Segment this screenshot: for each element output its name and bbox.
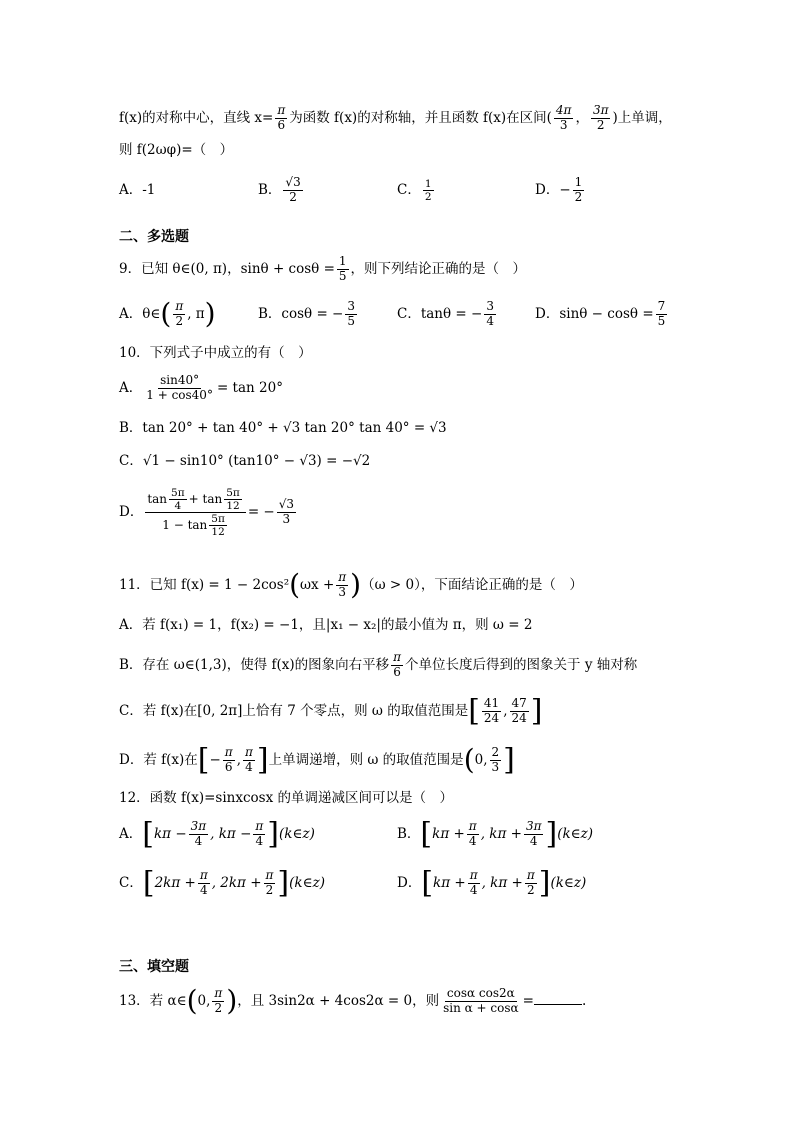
numerator: 4π: [555, 103, 572, 117]
text: (k∈z): [557, 825, 594, 842]
numerator: 3π: [592, 103, 609, 117]
fraction: [345, 300, 357, 329]
right-bracket: ]: [267, 816, 280, 852]
numerator: π: [244, 745, 253, 759]
numerator: π: [338, 570, 347, 584]
text: )上单调，: [612, 109, 672, 126]
left-paren: (: [186, 984, 198, 1018]
q10-stem: 10．下列式子中成立的有（ ）: [119, 345, 312, 361]
q8-stem-line2: 则 f(2ωφ)=（ ）: [119, 142, 234, 158]
text: = −: [247, 504, 275, 521]
q8-option-b: [258, 176, 305, 205]
fraction: [223, 746, 235, 775]
numerator: π: [224, 745, 233, 759]
text: ωx +: [300, 576, 335, 593]
expression: √1 − sin10° (tan10° − √3) = −√2: [142, 453, 371, 469]
numerator: π: [199, 868, 208, 882]
text: ，则下列结论正确的是（ ）: [350, 260, 527, 277]
text: .: [581, 992, 587, 1009]
q8-option-a: A．-1: [119, 182, 156, 198]
q8-stem-line1: [119, 104, 672, 133]
fraction: [173, 300, 185, 329]
numerator: 1: [424, 178, 432, 190]
label: D．: [397, 874, 422, 891]
denominator: 4: [529, 833, 538, 848]
denominator: 3: [282, 512, 291, 527]
q10-option-d: [119, 487, 298, 538]
right-paren: ): [350, 568, 362, 602]
denominator: 4: [194, 833, 203, 848]
text: = tan 20°: [216, 379, 283, 396]
numerator: 3π: [525, 819, 542, 833]
numerator: π: [175, 299, 184, 313]
q13-stem: [119, 984, 587, 1018]
text: D．若 f(x)在: [119, 751, 198, 768]
left-paren: (: [289, 568, 301, 602]
q12-option-a: [119, 816, 315, 852]
denominator: 2: [289, 189, 297, 204]
denominator: 6: [224, 759, 233, 774]
q12-option-b: [397, 816, 594, 852]
text: , kπ +: [481, 874, 523, 891]
right-paren: ): [226, 984, 238, 1018]
fraction: [224, 487, 242, 512]
denominator: 4: [245, 759, 253, 774]
text: 1 − tan: [162, 518, 208, 533]
fraction: [482, 697, 501, 726]
numerator: √3: [278, 497, 295, 512]
q11-option-c: C．若 f(x)在[0, 2π]上恰有 7 个零点，则 ω 的取值范围是[ $\frac{41}{24}$ , $\frac{47}{24}$ ]: [119, 693, 543, 729]
fraction: [490, 746, 502, 775]
denominator: 5: [347, 313, 356, 328]
fraction: [212, 987, 224, 1016]
right-bracket: ]: [538, 865, 551, 901]
denominator: 4: [469, 882, 478, 897]
text: , kπ −: [210, 825, 252, 842]
fraction: [189, 820, 209, 849]
text: , 2kπ +: [211, 874, 262, 891]
label: D．−: [535, 181, 571, 198]
fraction: [144, 374, 215, 403]
numerator: √3: [285, 175, 301, 189]
left-bracket: [: [142, 816, 154, 852]
numerator: π: [468, 819, 477, 833]
numerator: 3π: [190, 819, 207, 833]
numerator: 7: [657, 299, 666, 313]
q11-stem: [119, 568, 583, 602]
text: , kπ +: [480, 825, 522, 842]
left-paren: (: [160, 297, 172, 331]
fraction: [277, 498, 296, 527]
compound-fraction: [145, 487, 245, 538]
text: =: [522, 992, 534, 1009]
text: (k∈z): [550, 874, 587, 891]
q11-option-b: [119, 651, 637, 680]
numerator: 5π: [171, 487, 185, 499]
text: ，: [575, 109, 589, 126]
fraction: [510, 697, 529, 726]
fraction: [468, 869, 480, 898]
text: 个单位长度后得到的图象关于 y 轴对称: [405, 656, 638, 673]
numerator: 5π: [226, 487, 240, 499]
denominator: [160, 513, 231, 538]
fraction: [253, 820, 265, 849]
fraction: [243, 746, 255, 775]
denominator: 4: [174, 500, 182, 513]
q8-option-c: [397, 178, 436, 203]
denominator: 2: [214, 1000, 223, 1015]
denominator: 4: [468, 833, 477, 848]
numerator: π: [469, 868, 478, 882]
denominator: 24: [511, 710, 527, 725]
denominator: 2: [574, 189, 583, 204]
fraction: [554, 104, 574, 133]
numerator: π: [255, 819, 264, 833]
q12-option-d: [397, 865, 587, 901]
text: kπ +: [433, 874, 466, 891]
label: C．: [119, 453, 143, 469]
denominator: 2: [596, 117, 605, 132]
numerator: 1: [338, 254, 347, 268]
fraction: [283, 176, 302, 205]
fraction: [169, 487, 187, 512]
denominator: 12: [226, 500, 240, 513]
numerator: 3: [347, 299, 356, 313]
left-paren: (: [463, 743, 475, 777]
text: 2kπ +: [154, 874, 196, 891]
denominator: 3: [491, 759, 500, 774]
left-bracket: [: [142, 865, 155, 901]
numerator: 5π: [211, 513, 225, 526]
denominator: 24: [483, 710, 500, 725]
text: 为函数 f(x)的对称轴，并且函数 f(x)在区间(: [289, 109, 552, 126]
fraction: [441, 987, 521, 1016]
numerator: 1: [574, 175, 583, 189]
left-bracket: [: [420, 816, 433, 852]
label: B．: [258, 181, 282, 198]
label: D．sinθ − cosθ =: [535, 305, 654, 322]
q11-option-d: D．若 f(x)在[− $\frac{\pi}{6}$ , $\frac{\pi}{4}$ ]上单调递增，则 ω 的取值范围是(0, $\frac{2}{3}$ ]: [119, 742, 515, 778]
numerator: π: [393, 650, 402, 664]
numerator: 2: [491, 745, 500, 759]
text: （ω > 0），下面结论正确的是（ ）: [361, 576, 583, 593]
text: + tan: [188, 492, 223, 507]
right-paren: ): [204, 297, 216, 331]
right-bracket: ]: [256, 742, 269, 778]
q9-option-a: [119, 297, 216, 331]
denominator: sin α + cosα: [443, 1000, 519, 1015]
denominator: 3: [338, 584, 347, 599]
fraction: [524, 820, 544, 849]
q9-option-b: [258, 300, 359, 329]
denominator: 1 + cos40°: [146, 387, 213, 402]
denominator: 2: [175, 313, 184, 328]
q8-option-d: [535, 176, 586, 205]
label: B．: [397, 825, 421, 842]
text: (k∈z): [279, 825, 315, 842]
denominator: 5: [338, 268, 347, 283]
numerator: cosα cos2α: [446, 986, 515, 1000]
numerator: π: [265, 868, 274, 882]
section-title-multiple-choice: 二、多选题: [119, 229, 189, 245]
text: 11．已知 f(x) = 1 − 2cos²: [119, 576, 290, 593]
label: A．: [119, 825, 143, 842]
q12-option-c: [119, 865, 325, 901]
fraction: [275, 104, 287, 133]
right-bracket: ]: [277, 865, 290, 901]
text: f(x)的对称中心，直线 x=: [119, 109, 274, 126]
fraction: [525, 869, 537, 898]
text: kπ −: [153, 825, 187, 842]
fraction: [391, 651, 403, 680]
text: kπ +: [432, 825, 465, 842]
q10-option-b: B．tan 20° + tan 40° + √3 tan 20° tan 40° = √3: [119, 420, 447, 436]
numerator: 3: [486, 299, 494, 313]
numerator: [145, 487, 245, 513]
label: D．: [119, 504, 144, 521]
denominator: 2: [424, 191, 432, 204]
left-bracket: [: [421, 865, 434, 901]
denominator: 4: [255, 833, 264, 848]
text: , π: [187, 305, 205, 322]
fraction: [467, 820, 479, 849]
section-title-fill-in: 三、填空题: [119, 959, 189, 975]
fraction: [209, 513, 227, 538]
denominator: 6: [277, 117, 286, 132]
q9-option-c: [397, 300, 498, 329]
text: 上单调递增，则 ω 的取值范围是: [268, 751, 464, 768]
label: C．tanθ = −: [397, 305, 483, 322]
label: C．: [119, 874, 143, 891]
fraction: [484, 300, 496, 329]
q12-stem: 12．函数 f(x)=sinxcosx 的单调递减区间可以是（ ）: [119, 790, 453, 806]
q11-option-a: A．若 f(x₁) = 1，f(x₂) = −1，且|x₁ − x₂|的最小值为 π，则 ω = 2: [119, 617, 533, 633]
text: 0,: [197, 992, 211, 1009]
denominator: 2: [526, 882, 535, 897]
text: tan: [147, 492, 168, 507]
answer-blank[interactable]: [534, 1004, 582, 1005]
denominator: 2: [265, 882, 274, 897]
right-bracket: ]: [530, 693, 543, 729]
label: A．: [119, 379, 143, 396]
fraction: [198, 869, 210, 898]
label: C．: [397, 182, 421, 199]
text: (k∈z): [289, 874, 325, 891]
label: B．cosθ = −: [258, 305, 344, 322]
denominator: 12: [211, 526, 225, 539]
label: A．θ∈: [119, 305, 161, 322]
q9-stem: [119, 255, 526, 284]
fraction: [264, 869, 276, 898]
left-bracket: [: [197, 742, 210, 778]
numerator: π: [277, 103, 286, 117]
numerator: π: [526, 868, 535, 882]
text: 13．若 α∈: [119, 992, 187, 1009]
right-bracket: ]: [503, 742, 515, 778]
text: 9．已知 θ∈(0, π)，sinθ + cosθ =: [119, 260, 335, 277]
q10-option-c: [119, 455, 370, 469]
numerator: 41: [483, 696, 500, 710]
text: C．若 f(x)在[0, 2π]上恰有 7 个零点，则 ω 的取值范围是: [119, 702, 469, 719]
numerator: π: [214, 986, 223, 1000]
fraction: [591, 104, 611, 133]
fraction: [656, 300, 668, 329]
fraction: [336, 571, 348, 600]
q9-option-d: [535, 300, 669, 329]
numerator: 47: [511, 696, 527, 710]
text: B．存在 ω∈(1,3)，使得 f(x)的图象向右平移: [119, 656, 390, 673]
q10-option-a: [119, 374, 283, 403]
fraction: [423, 178, 434, 203]
fraction: [573, 176, 585, 205]
right-bracket: ]: [545, 816, 558, 852]
denominator: 5: [657, 313, 666, 328]
denominator: 6: [393, 664, 401, 679]
text: ，且 3sin2α + 4cos2α = 0，则: [237, 992, 440, 1009]
left-bracket: [: [468, 693, 480, 729]
denominator: 3: [559, 117, 568, 132]
fraction: [337, 255, 349, 284]
denominator: 4: [199, 882, 208, 897]
denominator: 4: [486, 313, 494, 328]
numerator: sin40°: [160, 373, 200, 387]
